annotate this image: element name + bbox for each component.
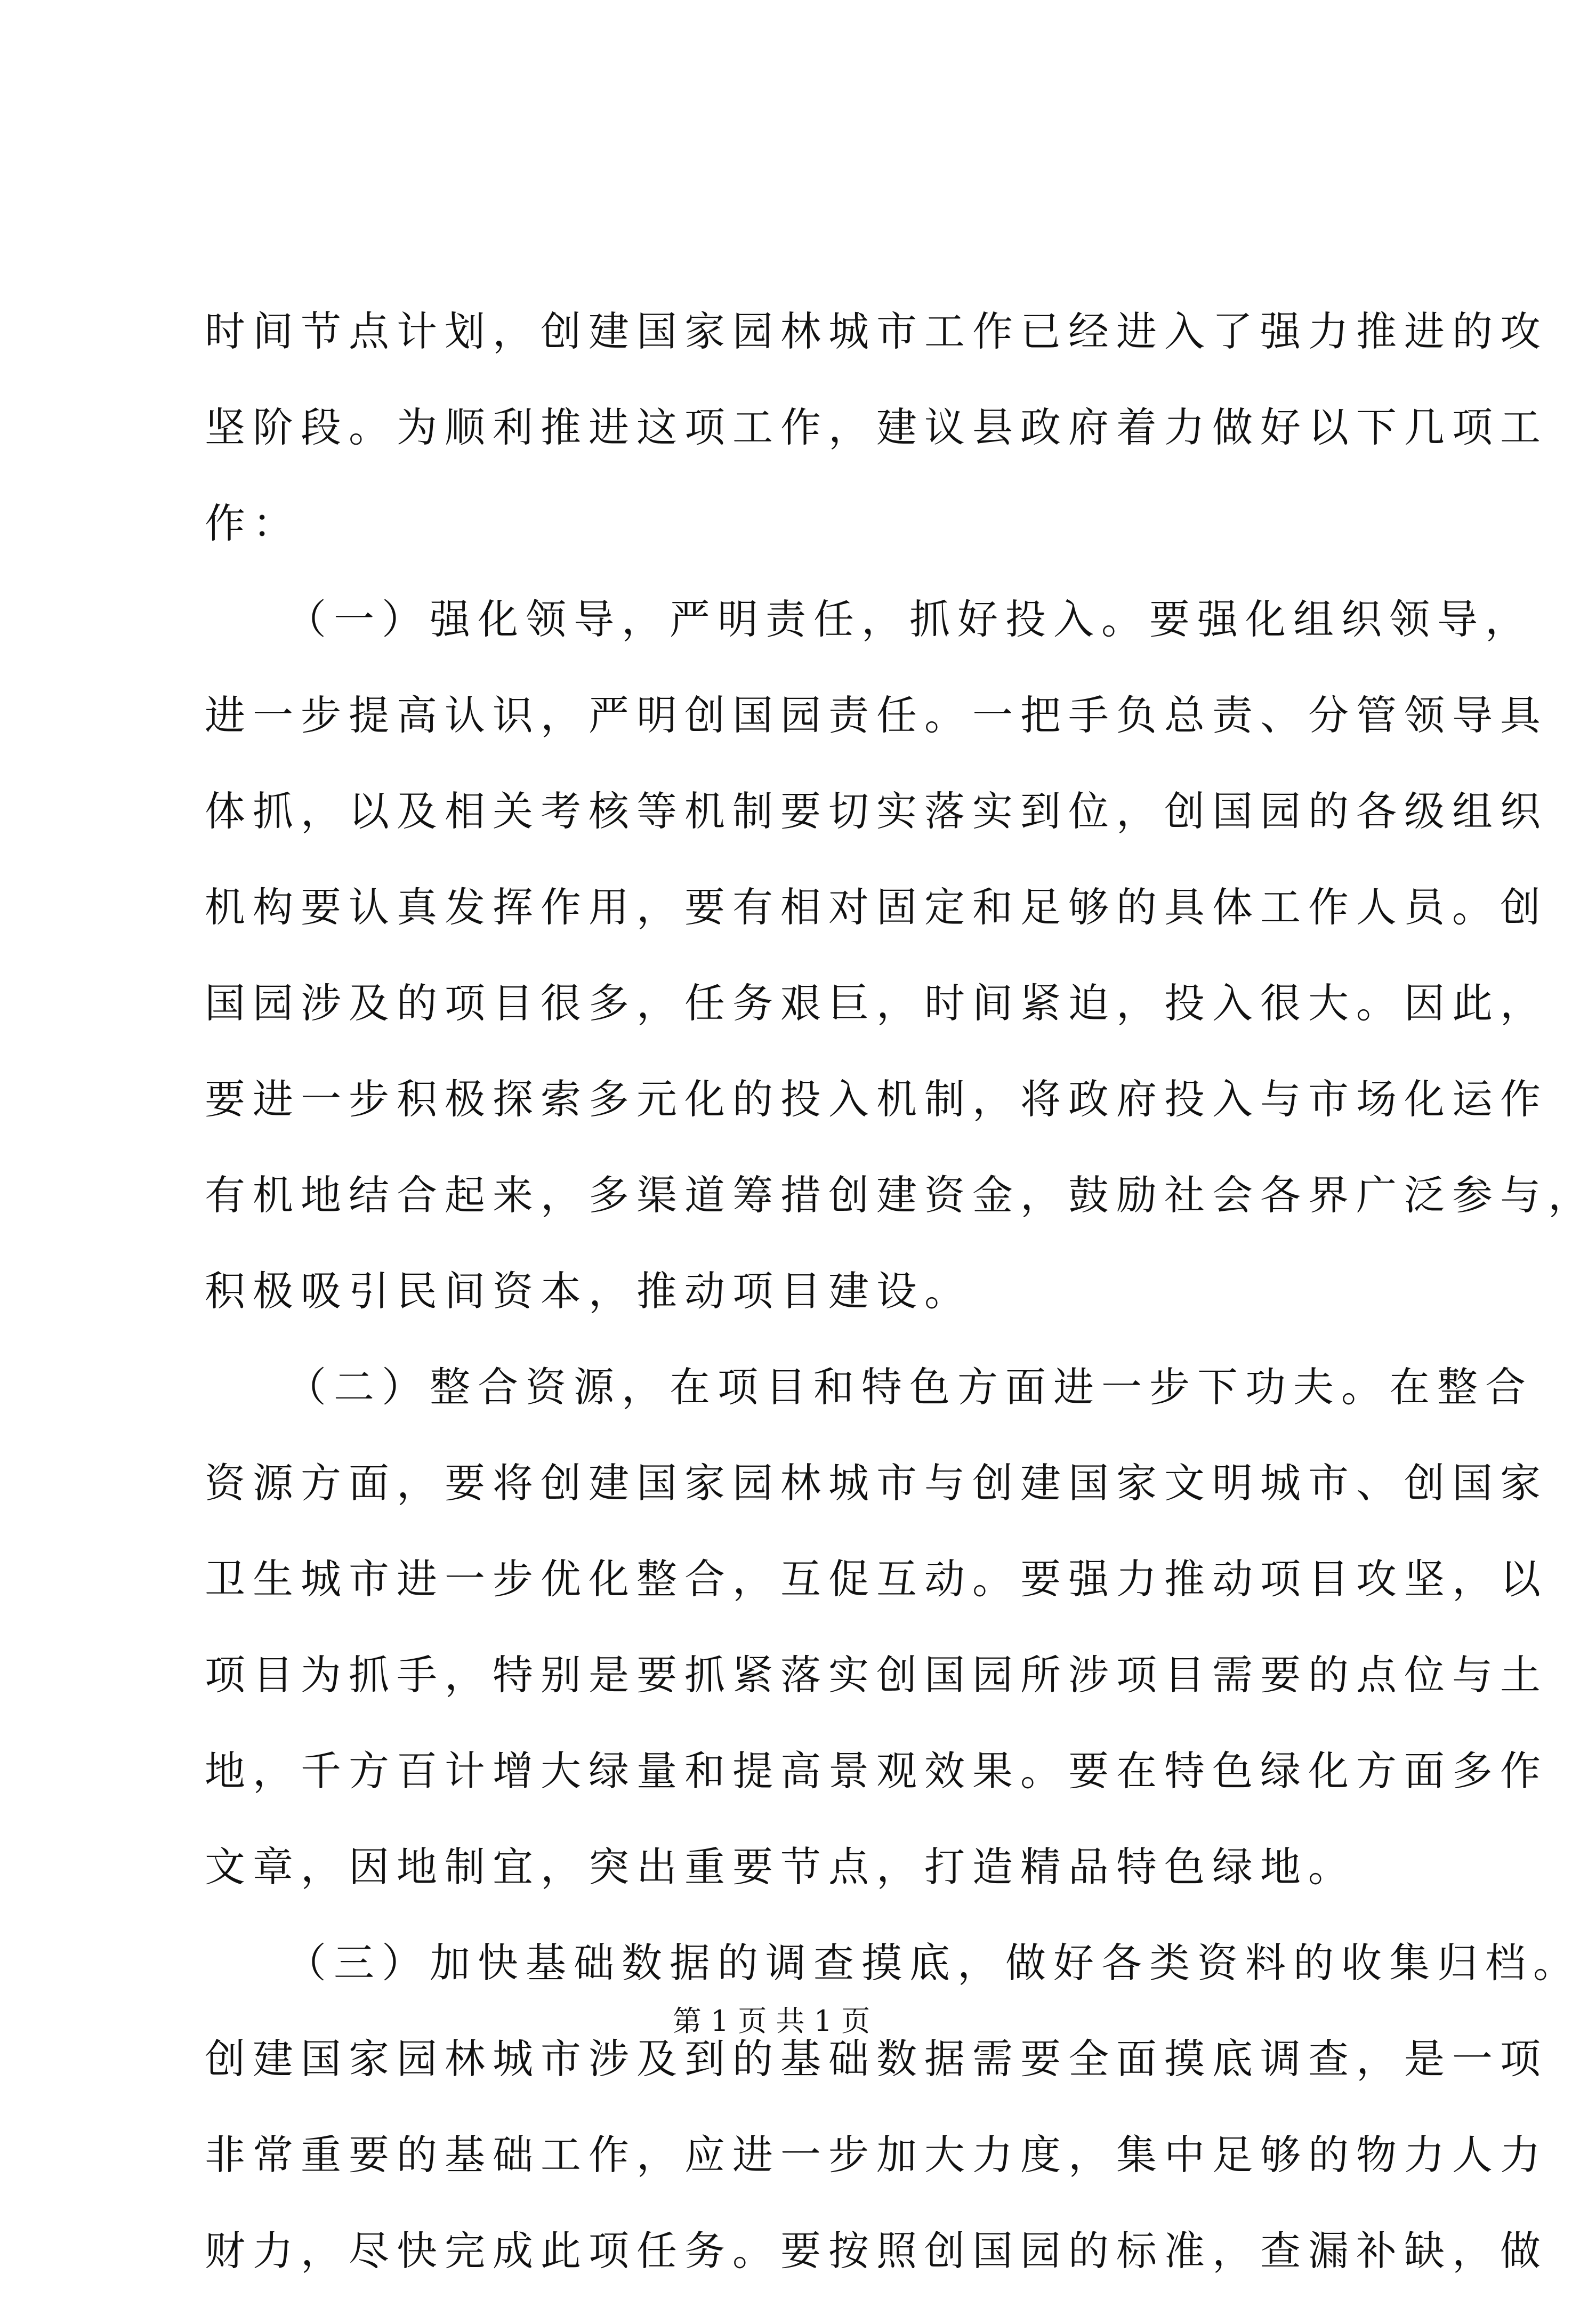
text-line: 项目为抓手，特别是要抓紧落实创国园所涉项目需要的点位与土 — [205, 1651, 1548, 1699]
paragraph-heading-line: （一）强化领导，严明责任，抓好投入。要强化组织领导， — [286, 596, 1533, 643]
paragraph-heading-line: （二）整合资源，在项目和特色方面进一步下功夫。在整合 — [286, 1363, 1533, 1411]
text-line: 有机地结合起来，多渠道筹措创建资金，鼓励社会各界广泛参与， — [205, 1171, 1596, 1219]
text-line: 要进一步积极探索多元化的投入机制，将政府投入与市场化运作 — [205, 1075, 1548, 1123]
text-line: 机构要认真发挥作用，要有相对固定和足够的具体工作人员。创 — [205, 883, 1548, 931]
text-line: 财力，尽快完成此项任务。要按照创国园的标准，查漏补缺，做 — [205, 2227, 1548, 2274]
text-line: 卫生城市进一步优化整合，互促互动。要强力推动项目攻坚，以 — [205, 1555, 1548, 1603]
text-line: 文章，因地制宜，突出重要节点，打造精品特色绿地。 — [205, 1843, 1356, 1891]
text-line: 进一步提高认识，严明创国园责任。一把手负总责、分管领导具 — [205, 692, 1548, 739]
text-line: 坚阶段。为顺利推进这项工作，建议县政府着力做好以下几项工 — [205, 404, 1548, 451]
document-body — [205, 284, 1596, 2299]
text-line: 非常重要的基础工作，应进一步加大力度，集中足够的物力人力 — [205, 2131, 1548, 2179]
text-line: 体抓，以及相关考核等机制要切实落实到位，创国园的各级组织 — [205, 787, 1548, 835]
paragraph-heading-line: （三）加快基础数据的调查摸底，做好各类资料的收集归档。 — [286, 1939, 1581, 1987]
page-footer: 第 1 页 共 1 页 — [672, 2004, 870, 2038]
text-line: 作： — [205, 500, 301, 547]
text-line: 创建国家园林城市涉及到的基础数据需要全面摸底调查，是一项 — [205, 2035, 1548, 2083]
text-line: 地，千方百计增大绿量和提高景观效果。要在特色绿化方面多作 — [205, 1747, 1548, 1795]
text-line: 资源方面，要将创建国家园林城市与创建国家文明城市、创国家 — [205, 1459, 1548, 1507]
text-line: 积极吸引民间资本，推动项目建设。 — [205, 1267, 972, 1315]
text-line: 国园涉及的项目很多，任务艰巨，时间紧迫，投入很大。因此， — [205, 979, 1548, 1027]
text-line: 时间节点计划，创建国家园林城市工作已经进入了强力推进的攻 — [205, 308, 1548, 355]
